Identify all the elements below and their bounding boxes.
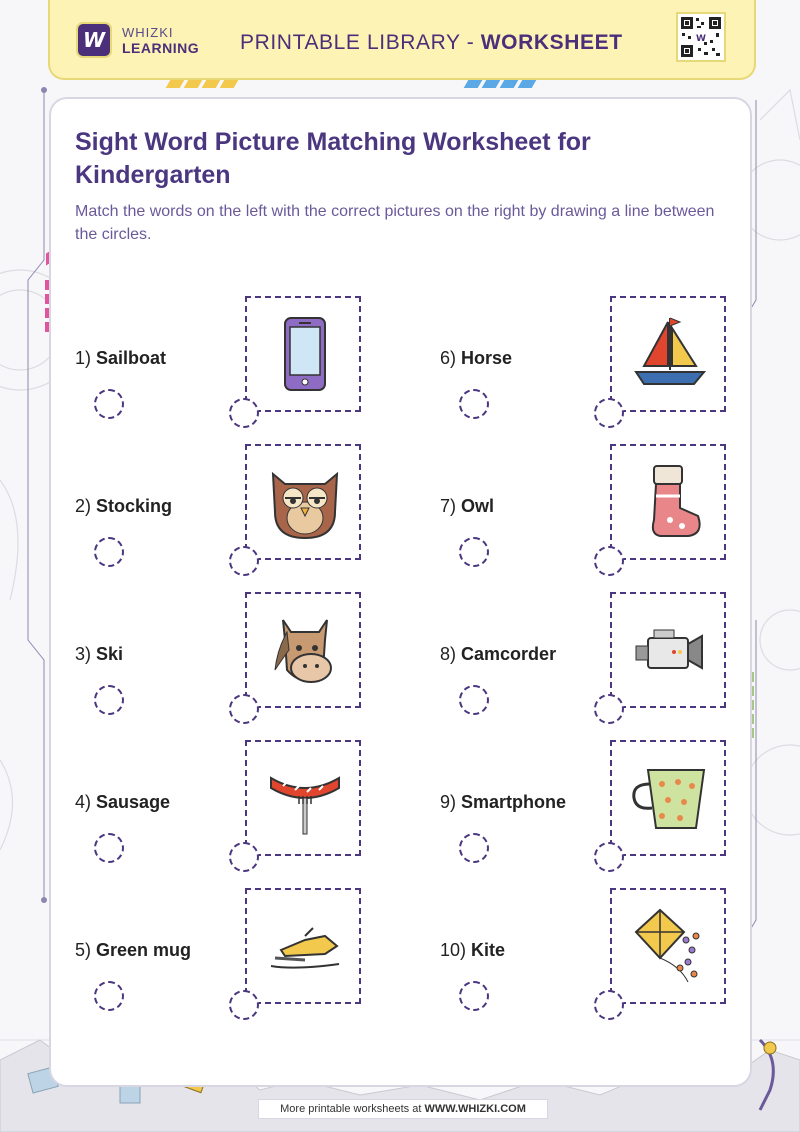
word-text: Smartphone [461, 792, 567, 812]
brand-subname: LEARNING [122, 40, 200, 56]
word-circle-4[interactable] [94, 833, 124, 863]
yellow-stripes [168, 80, 236, 90]
header-title [240, 31, 623, 55]
word-number: 2) [75, 496, 92, 516]
word-number: 7) [440, 496, 457, 516]
picture-circle-10[interactable] [594, 990, 624, 1020]
whizki-logo[interactable] [76, 22, 112, 58]
word-text: Owl [461, 496, 495, 516]
word-item-4 [75, 792, 170, 813]
word-item-7 [440, 496, 494, 517]
word-item-2 [75, 496, 172, 517]
blue-stripes [466, 80, 534, 90]
picture-circle-7[interactable] [594, 546, 624, 576]
picture-box-3 [245, 592, 361, 708]
word-circle-5[interactable] [94, 981, 124, 1011]
word-number: 5) [75, 940, 92, 960]
word-text: Kite [471, 940, 506, 960]
camcorder-icon [630, 610, 710, 690]
word-circle-7[interactable] [459, 537, 489, 567]
word-item-9 [440, 792, 566, 813]
header-title-prefix: PRINTABLE LIBRARY - [240, 31, 481, 54]
word-number: 4) [75, 792, 92, 812]
header-title-bold: WORKSHEET [480, 31, 623, 54]
owl-icon [265, 462, 345, 542]
word-item-8 [440, 644, 556, 665]
qr-code[interactable] [676, 12, 726, 62]
picture-circle-4[interactable] [229, 842, 259, 872]
picture-circle-8[interactable] [594, 694, 624, 724]
word-text: Horse [461, 348, 513, 368]
word-circle-3[interactable] [94, 685, 124, 715]
word-circle-10[interactable] [459, 981, 489, 1011]
sailboat-icon [630, 314, 710, 394]
logo-letter: W [82, 28, 106, 52]
kite-icon [630, 906, 710, 986]
footer-text: More printable worksheets at [280, 1103, 425, 1115]
word-number: 6) [440, 348, 457, 368]
picture-box-6 [610, 296, 726, 412]
word-item-5 [75, 940, 191, 961]
smartphone-icon [265, 314, 345, 394]
picture-circle-5[interactable] [229, 990, 259, 1020]
word-circle-6[interactable] [459, 389, 489, 419]
footer-banner [258, 1099, 548, 1119]
word-item-1 [75, 348, 166, 369]
picture-box-2 [245, 444, 361, 560]
word-number: 10) [440, 940, 467, 960]
word-number: 1) [75, 348, 92, 368]
picture-box-9 [610, 740, 726, 856]
picture-box-5 [245, 888, 361, 1004]
word-number: 9) [440, 792, 457, 812]
word-number: 8) [440, 644, 457, 664]
footer-link[interactable]: WWW.WHIZKI.COM [424, 1103, 526, 1115]
header-banner [48, 0, 756, 80]
picture-circle-9[interactable] [594, 842, 624, 872]
word-text: Camcorder [461, 644, 557, 664]
worksheet-instructions: Match the words on the left with the correct pictures on the right by drawing a line between the circles. [75, 203, 715, 243]
qr-code-icon [678, 14, 724, 60]
picture-box-7 [610, 444, 726, 560]
horse-icon [265, 610, 345, 690]
word-item-3 [75, 644, 123, 665]
word-item-6 [440, 348, 512, 369]
worksheet-title: Sight Word Picture Matching Worksheet for Kindergarten [75, 128, 591, 189]
word-circle-1[interactable] [94, 389, 124, 419]
qr-letter: W [696, 34, 706, 44]
word-text: Ski [96, 644, 124, 664]
word-number: 3) [75, 644, 92, 664]
word-text: Sausage [96, 792, 171, 812]
word-item-10 [440, 940, 505, 961]
sausage-icon [265, 758, 345, 838]
word-circle-8[interactable] [459, 685, 489, 715]
picture-circle-3[interactable] [229, 694, 259, 724]
picture-box-8 [610, 592, 726, 708]
picture-box-4 [245, 740, 361, 856]
picture-circle-1[interactable] [229, 398, 259, 428]
brand-name: WHIZKI [122, 25, 174, 40]
word-text: Sailboat [96, 348, 167, 368]
picture-box-10 [610, 888, 726, 1004]
word-text: Green mug [96, 940, 192, 960]
word-circle-2[interactable] [94, 537, 124, 567]
picture-circle-6[interactable] [594, 398, 624, 428]
picture-box-1 [245, 296, 361, 412]
word-text: Stocking [96, 496, 173, 516]
picture-circle-2[interactable] [229, 546, 259, 576]
green-mug-icon [630, 758, 710, 838]
word-circle-9[interactable] [459, 833, 489, 863]
stocking-icon [630, 462, 710, 542]
snowmobile-icon [265, 906, 345, 986]
